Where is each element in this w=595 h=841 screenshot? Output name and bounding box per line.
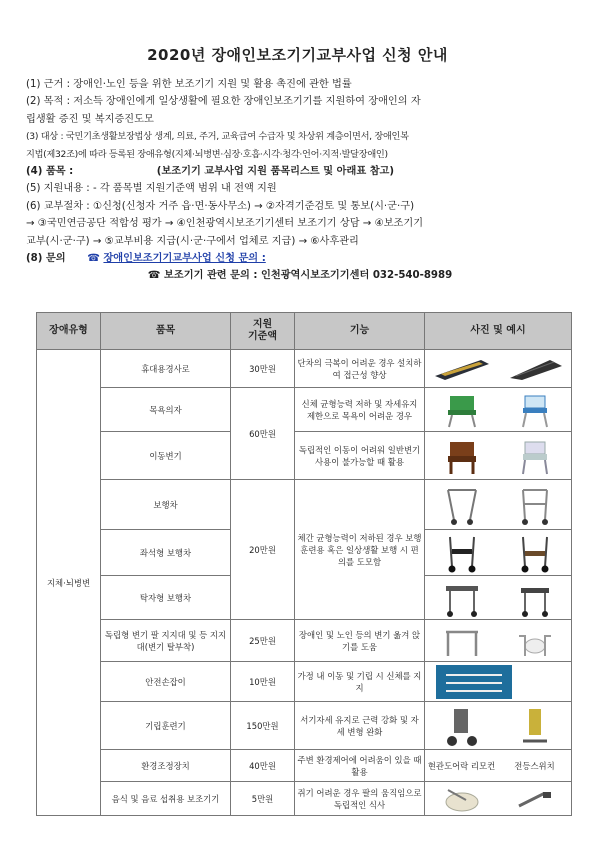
header-function: 기능 <box>295 313 425 350</box>
seat-walker-photo <box>506 538 564 568</box>
amount-cell: 60만원 <box>231 388 295 480</box>
item-cell: 안전손잡이 <box>101 662 231 702</box>
standing-frame-photo <box>506 711 564 741</box>
function-cell: 장애인 및 노인 등의 변기 옮겨 앉기를 도움 <box>295 620 425 662</box>
item-cell: 보행차 <box>101 480 231 530</box>
photo-cell <box>425 530 572 576</box>
walker-photo <box>433 490 491 520</box>
door-lock-remote-caption: 현관도어락 리모컨 <box>427 760 496 771</box>
item-cell: 목욕의자 <box>101 388 231 432</box>
intro-procedure-cont: → ③국민연금공단 적합성 평가 → ④인천광역시보조기기센터 보조기기 상담 → ④보조기기 <box>26 218 424 230</box>
intro-procedure-cont2: 교부(시·군·구) → ⑤교부비용 지급(시·군·구에서 업체로 지급) → ⑥사후관리 <box>26 235 359 247</box>
apply-inquiry-link[interactable]: 장애인보조기기교부사업 신청 문의 : <box>103 253 266 265</box>
item-cell: 휴대용경사로 <box>101 350 231 388</box>
photo-cell <box>425 620 572 662</box>
group-cell: 지체·뇌병변 <box>37 350 101 816</box>
intro-purpose: (2) 목적 : 저소득 장애인에게 일상생활에 필요한 장애인보조기기를 지원하여 장애인의 자 <box>26 96 421 108</box>
table-row <box>37 702 572 750</box>
intro-support: (5) 지원내용 : - 각 품목별 지원기준액 범위 내 전액 지원 <box>26 183 277 195</box>
walker-photo <box>506 490 564 520</box>
table-walker-photo <box>506 583 564 613</box>
ramp-photo <box>433 354 491 384</box>
table-walker-photo <box>433 583 491 613</box>
photo-cell <box>425 480 572 530</box>
table-row <box>37 782 572 816</box>
ramp-photo <box>506 354 564 384</box>
table-row <box>37 350 572 388</box>
item-cell: 이동변기 <box>101 432 231 480</box>
intro-procedure: (6) 교부절차 : ①신청(신청자 거주 읍·면·동사무소) → ②자격기준검토 및 통보(시·군·구) <box>26 200 415 212</box>
photo-cell <box>425 350 572 388</box>
bath-chair-photo <box>433 395 491 425</box>
function-cell: 쥐기 어려운 경우 팔의 움직임으로 독립적인 식사 <box>295 782 425 816</box>
header-amount-line1: 지원 <box>252 319 273 330</box>
amount-cell: 40만원 <box>231 750 295 782</box>
intro-contact-label: (8) 문의 <box>26 253 66 265</box>
commode-photo <box>433 441 491 471</box>
photo-cell <box>425 432 572 480</box>
table-row <box>37 480 572 530</box>
photo-cell <box>425 576 572 620</box>
intro-basis: (1) 근거 : 장애인·노인 등을 위한 보조기기 지원 및 활용 촉진에 관한 법률 <box>26 79 352 90</box>
item-cell: 탁자형 보행차 <box>101 576 231 620</box>
light-switch-caption: 전등스위치 <box>514 760 555 771</box>
header-amount <box>231 313 295 350</box>
photo-cell <box>425 750 572 782</box>
center-contact-text: 보조기기 관련 문의 : 인천광역시보조기기센터 032-540-8989 <box>164 270 453 282</box>
phone-icon: ☎ <box>147 270 161 282</box>
toilet-support-photo <box>506 626 564 656</box>
photo-cell <box>425 388 572 432</box>
header-photo: 사진 및 예시 <box>425 313 572 350</box>
page-title: 2020년 장애인보조기기교부사업 신청 안내 <box>147 46 448 64</box>
toilet-support-photo <box>433 626 491 656</box>
intro-items-label: (4) 품목 : <box>26 166 74 178</box>
photo-cell <box>425 702 572 750</box>
items-table <box>36 312 572 816</box>
commode-photo <box>506 441 564 471</box>
function-cell: 단차의 극복이 어려운 경우 설치하여 접근성 향상 <box>295 350 425 388</box>
function-cell: 가정 내 이동 및 기립 시 신체를 지지 <box>295 662 425 702</box>
function-cell: 서기자세 유지로 근력 강화 및 자세 변형 완화 <box>295 702 425 750</box>
amount-cell: 10만원 <box>231 662 295 702</box>
table-row <box>37 662 572 702</box>
item-cell: 독립형 변기 팔 지지대 및 등 지지대(변기 탈부착) <box>101 620 231 662</box>
function-cell: 주변 환경제어에 어려움이 있을 때 활용 <box>295 750 425 782</box>
item-cell: 기립훈련기 <box>101 702 231 750</box>
function-cell: 독립적인 이동이 어려워 일반변기 사용이 불가능할 때 활용 <box>295 432 425 480</box>
eating-aid-photo <box>433 784 491 814</box>
seat-walker-photo <box>433 538 491 568</box>
photo-cell <box>425 782 572 816</box>
amount-cell: 30만원 <box>231 350 295 388</box>
table-header-row <box>37 313 572 350</box>
table-row <box>37 620 572 662</box>
item-cell: 좌석형 보행차 <box>101 530 231 576</box>
intro-section <box>26 76 574 285</box>
eating-aid-photo <box>506 784 564 814</box>
function-cell: 체간 균형능력이 저하된 경우 보행 훈련용 혹은 일상생활 보행 시 편의를 도모함 <box>295 480 425 620</box>
intro-contact <box>26 250 574 267</box>
intro-items <box>26 163 574 180</box>
table-row <box>37 750 572 782</box>
item-cell: 환경조정장치 <box>101 750 231 782</box>
amount-cell: 5만원 <box>231 782 295 816</box>
item-cell: 음식 및 음료 섭취용 보조기기 <box>101 782 231 816</box>
header-item: 품목 <box>101 313 231 350</box>
amount-cell: 20만원 <box>231 480 295 620</box>
phone-icon: ☎ <box>87 253 100 265</box>
standing-frame-photo <box>433 711 491 741</box>
table-row <box>37 432 572 480</box>
amount-cell: 150만원 <box>231 702 295 750</box>
intro-target-cont: 지법(제32조)에 따라 등록된 장애유형(지체·뇌병변·심장·호흡·시각·청각·언어·지적·발달장애인) <box>26 148 388 160</box>
bath-chair-photo <box>506 395 564 425</box>
intro-target: (3) 대상 : 국민기초생활보장법상 생계, 의료, 주거, 교육급여 수급자 및 차상위 계층이면서, 장애인복 <box>26 131 409 143</box>
photo-cell <box>425 662 572 702</box>
amount-cell: 25만원 <box>231 620 295 662</box>
intro-contact-center <box>26 267 574 284</box>
table-row <box>37 388 572 432</box>
intro-items-text: (보조기기 교부사업 지원 품목리스트 및 아래표 참고) <box>156 166 395 178</box>
header-type: 장애유형 <box>37 313 101 350</box>
intro-purpose-cont: 립생활 증진 및 복지증진도모 <box>26 113 154 125</box>
grab-bar-photo <box>435 667 513 697</box>
function-cell: 신체 균형능력 저하 및 자세유지 제한으로 목욕이 어려운 경우 <box>295 388 425 432</box>
header-amount-line2: 기준액 <box>248 331 277 342</box>
